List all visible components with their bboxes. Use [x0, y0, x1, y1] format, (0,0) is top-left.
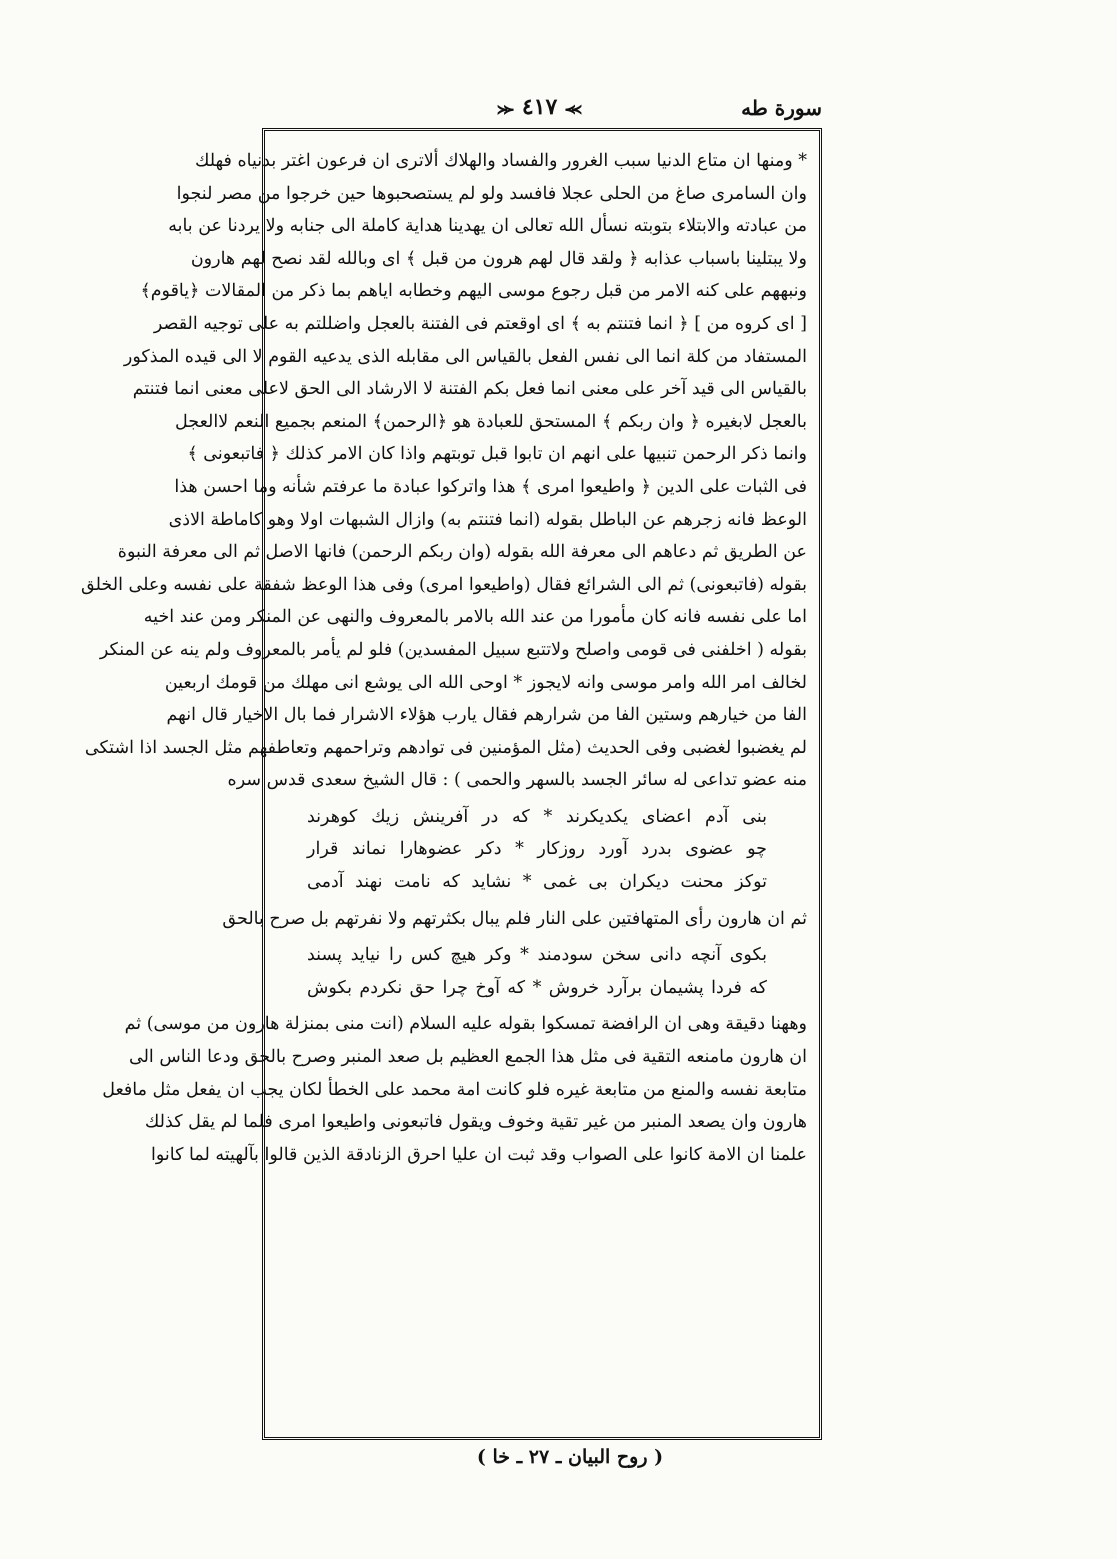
- page-number-block: [497, 94, 582, 120]
- text-line: منه عضو تداعى له سائر الجسد بالسهر والحمى ) : قال الشيخ سعدى قدس سره: [227, 770, 807, 791]
- text-line: [ اى كروه من ] ﴿ انما فتنتم به ﴾ اى اوقعتم فى الفتنة بالعجل واضللتم به على توجيه القصر: [153, 313, 807, 334]
- paragraph-3: [102, 1008, 807, 1171]
- text-line: بالقياس الى قيد آخر على معنى انما فعل بكم الفتنة لا الارشاد الى الحق لاعلى معنى انما فتنتم: [132, 379, 807, 400]
- paragraph-1: [81, 145, 807, 797]
- text-line: المستفاد من كلة انما الى نفس الفعل بالقياس الى مقابله الذى يدعيه القوم لا الى قيده المذكور: [123, 346, 807, 367]
- text-line: متابعة نفسه والمنع من متابعة غيره فلو كانت امة محمد على الخطأ لكان يجب ان يفعل مثل مافعل: [102, 1079, 807, 1100]
- text-line: عن الطريق ثم دعاهم الى معرفة الله بقوله (وان ربكم الرحمن) فانها الاصل ثم الى معرفة النبوة: [117, 542, 807, 563]
- poem-line: چو عضوى بدرد آورد روزكار * دكر عضوهارا نماند قرار: [307, 839, 767, 860]
- text-line: بقوله ( اخلفنى فى قومى واصلح ولاتتبع سبيل المفسدين) فلو لم يأمر بالمعروف ولم ينه عن المنكر: [99, 639, 807, 660]
- poem-line: توكز محنت ديكران بى غمى * نشايد كه نامت نهند آدمى: [307, 872, 767, 893]
- text-line: لخالف امر الله وامر موسى وانه لايجوز * اوحى الله الى يوشع انى مهلك من قومك اربعين: [164, 672, 807, 693]
- poem-1: [307, 801, 767, 899]
- text-line: فى الثبات على الدين ﴿ واطيعوا امرى ﴾ هذا واتركوا عبادة ما عرفتم شأنه وما احسن هذا: [174, 476, 807, 497]
- text-line: وان السامرى صاغ من الحلى عجلا فافسد ولو لم يستصحبوها حين خرجوا من مصر لنجوا: [176, 183, 807, 204]
- text-line: الفا من خيارهم وستين الفا من شرارهم فقال يارب هؤلاء الاشرار فما بال الاخيار قال انهم: [166, 705, 807, 726]
- text-line: علمنا ان الامة كانوا على الصواب وقد ثبت ان عليا احرق الزنادقة الذين قالوا بآلهيته لما كانوا: [151, 1144, 807, 1165]
- surah-title: سورة طه: [741, 96, 822, 120]
- text-line: ونبههم على كنه الامر من قبل رجوع موسى اليهم وخطابه اياهم بما ذكر من المقالات ﴿ياقوم﴾: [140, 281, 807, 302]
- text-line: هارون وان يصعد المنبر من غير تقية وخوف ويقول فاتبعونى واطيعوا امرى فلما لم يقل كذلك: [144, 1112, 807, 1133]
- text-line: اما على نفسه فانه كان مأمورا من عند الله بالامر بالمعروف والنهى عن المنكر ومن عند اخيه: [143, 607, 807, 628]
- text-line: * ومنها ان متاع الدنيا سبب الغرور والفساد والهلاك ألاترى ان فرعون اغتر بدنياه فهلك: [194, 151, 807, 171]
- ornament-right: ⪼: [564, 98, 582, 119]
- text-line: ولا يبتلينا باسباب عذابه ﴿ ولقد قال لهم هرون من قبل ﴾ اى وبالله لقد نصح لهم هارون: [190, 248, 807, 269]
- poem-line: بنى آدم اعضاى يكديكرند * كه در آفرينش زيك كوهرند: [307, 806, 767, 827]
- text-line: وههنا دقيقة وهى ان الرافضة تمسكوا بقوله عليه السلام (انت منى بمنزلة هارون من موسى) ثم: [124, 1014, 807, 1035]
- text-line: الوعظ فانه زجرهم عن الباطل بقوله (انما فتنتم به) وازال الشبهات اولا وهو كاماطة الاذى: [168, 509, 807, 530]
- text-line: من عبادته والابتلاء بتوبته نسأل الله تعالى ان يهدينا هداية كاملة الى جنابه ولا يردنا عن بابه: [168, 216, 807, 237]
- text-frame: [81, 128, 822, 1440]
- page-number: ٤١٧: [521, 94, 558, 120]
- text-line: ثم ان هارون رأى المتهافتين على النار فلم يبال بكثرتهم ولا نفرتهم بل صرح بالحق: [222, 908, 807, 929]
- page-header: [262, 92, 822, 132]
- text-line: لم يغضبوا لغضبى وفى الحديث (مثل المؤمنين فى توادهم وتراحمهم وتعاطفهم مثل الجسد اذا اشتكى: [84, 737, 807, 758]
- ornament-left: ⪻: [497, 98, 515, 119]
- text-line: بالعجل لابغيره ﴿ وان ربكم ﴾ المستحق للعبادة هو ﴿الرحمن﴾ المنعم بجميع النعم لاالعجل: [175, 411, 807, 432]
- footer-signature: ( روح البيان ـ ٢٧ ـ خا ): [476, 1446, 664, 1468]
- text-line: بقوله (فاتبعونى) ثم الى الشرائع فقال (واطيعوا امرى) وفى هذا الوعظ شفقة على نفسه وعلى الخلق: [81, 574, 807, 595]
- poem-2: [307, 939, 767, 1004]
- text-line: وانما ذكر الرحمن تنبيها على انهم ان تابوا قبل توبتهم واذا كان الامر كذلك ﴿ فاتبعونى ﴾: [187, 444, 807, 465]
- text-line: ان هارون مامنعه التقية فى مثل هذا الجمع العظيم بل صعد المنبر وصرح بالحق ودعا الناس الى: [129, 1047, 807, 1068]
- paragraph-2: [222, 903, 807, 936]
- poem-line: كه فردا پشيمان برآرد خروش * كه آوخ چرا حق نكردم بكوش: [307, 977, 767, 998]
- poem-line: بكوى آنچه دانى سخن سودمند * وكر هيچ كس را نيايد پسند: [307, 945, 767, 966]
